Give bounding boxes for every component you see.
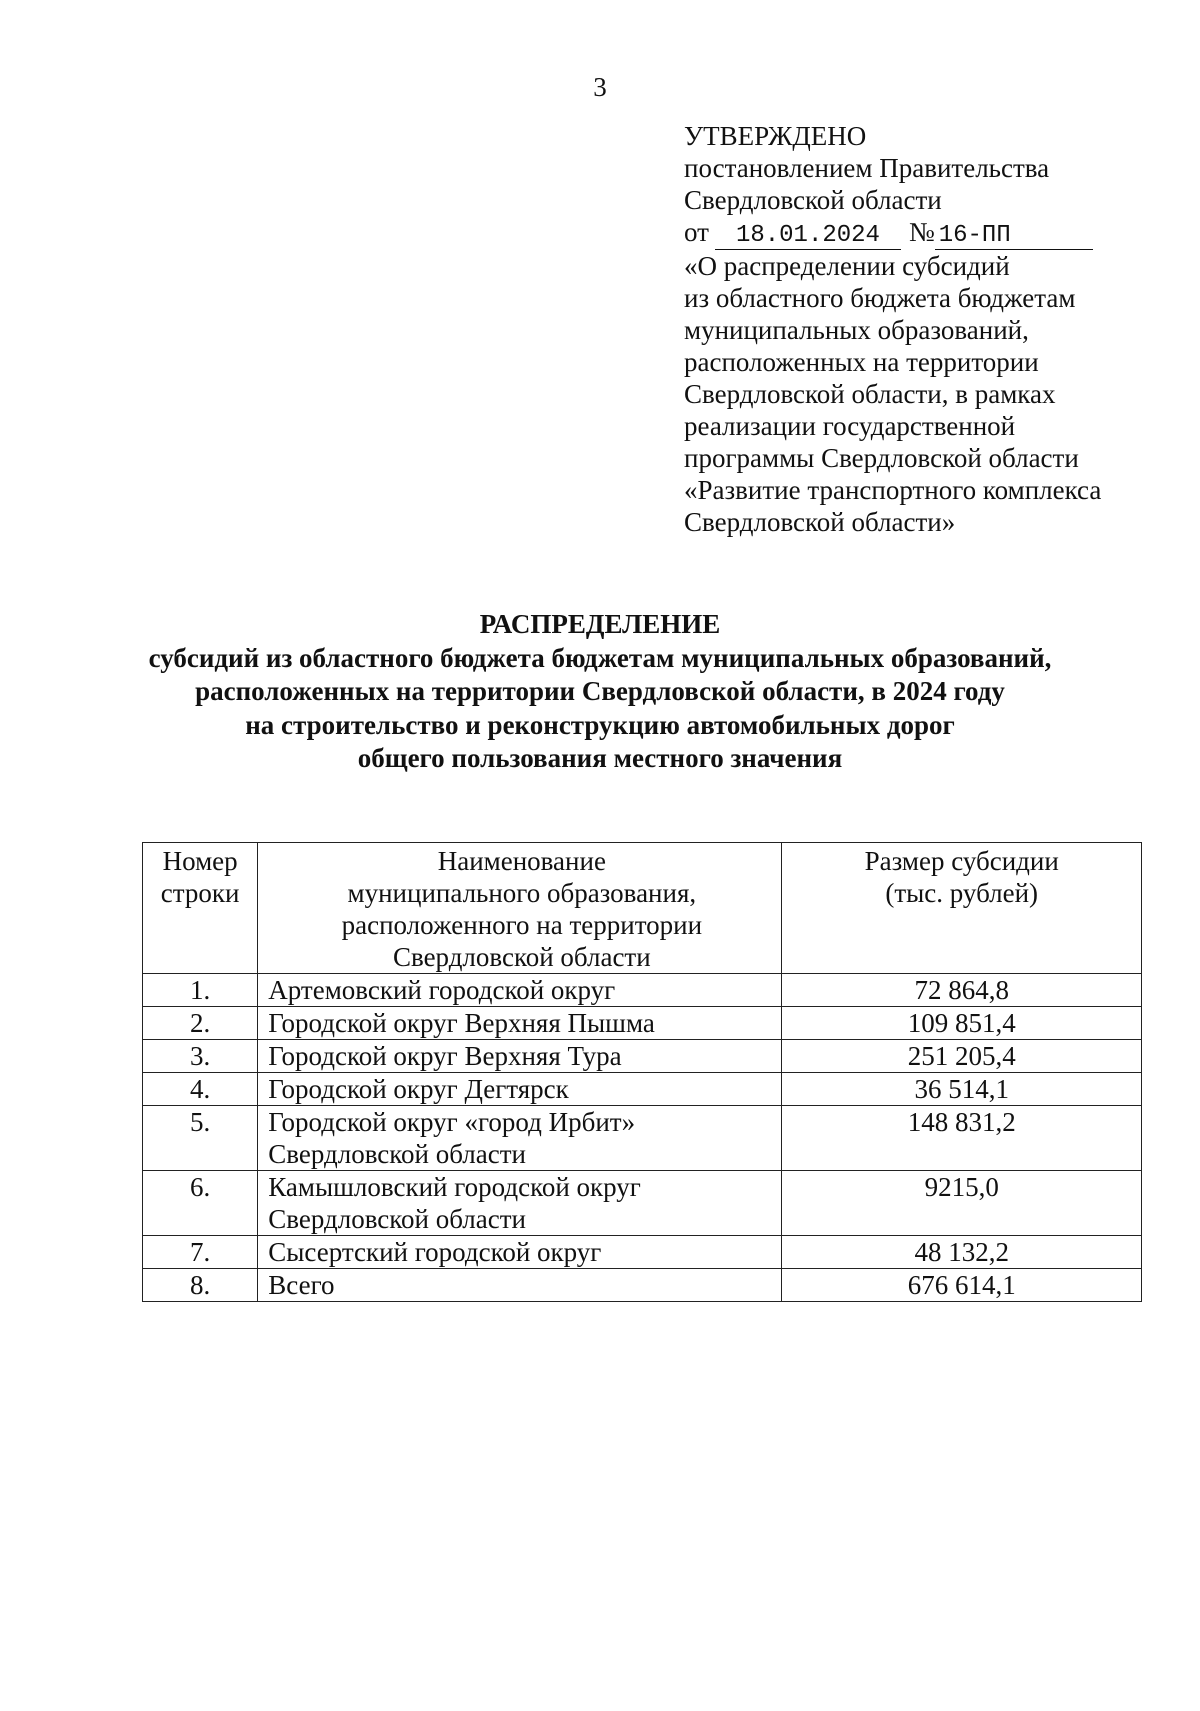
table-row-total (143, 1269, 1142, 1302)
heading-line: общего пользования местного значения (357, 743, 843, 773)
table-row (143, 974, 1142, 1007)
municipality-name: Камышловский городской округ Свердловской области (258, 1171, 782, 1236)
approval-subject-line: программы Свердловской области (684, 443, 1079, 473)
municipality-name: Городской округ Верхняя Тура (258, 1040, 782, 1073)
row-number: 7. (143, 1236, 258, 1269)
subsidy-amount: 109 851,4 (782, 1007, 1142, 1040)
header-amount: Размер субсидии (тыс. рублей) (782, 843, 1142, 974)
municipality-name: Городской округ «город Ирбит» Свердловской области (258, 1106, 782, 1171)
approval-subject-line: Свердловской области, в рамках (684, 379, 1056, 409)
approval-block (684, 120, 1184, 538)
table-row (143, 1073, 1142, 1106)
row-number: 4. (143, 1073, 258, 1106)
document-number: 16-ПП (935, 223, 1093, 250)
document-date: 18.01.2024 (715, 223, 901, 250)
municipality-name: Артемовский городской округ (258, 974, 782, 1007)
number-sign: № (908, 217, 935, 247)
subsidy-amount: 72 864,8 (782, 974, 1142, 1007)
table-row (143, 1171, 1142, 1236)
row-number: 8. (143, 1269, 258, 1302)
heading-line: расположенных на территории Свердловской области, в 2024 году (195, 676, 1005, 706)
approval-line-2: Свердловской области (684, 185, 942, 215)
document-heading (0, 608, 1200, 776)
subsidy-amount: 48 132,2 (782, 1236, 1142, 1269)
municipality-name: Сысертский городской округ (258, 1236, 782, 1269)
approval-subject-line: муниципальных образований, (684, 315, 1029, 345)
approval-date-line (684, 216, 1184, 250)
approval-subject-line: реализации государственной (684, 411, 1016, 441)
approval-subject-line: «О распределении субсидий (684, 251, 1010, 281)
subsidy-amount: 9215,0 (782, 1171, 1142, 1236)
subsidy-table (142, 842, 1142, 1302)
row-number: 1. (143, 974, 258, 1007)
row-number: 6. (143, 1171, 258, 1236)
row-number: 3. (143, 1040, 258, 1073)
municipality-name: Всего (258, 1269, 782, 1302)
approval-subject-line: «Развитие транспортного комплекса (684, 475, 1102, 505)
heading-title: РАСПРЕДЕЛЕНИЕ (479, 609, 721, 639)
approval-subject-line: расположенных на территории (684, 347, 1039, 377)
page-number: 3 (593, 72, 607, 102)
subsidy-amount: 148 831,2 (782, 1106, 1142, 1171)
subsidy-amount: 36 514,1 (782, 1073, 1142, 1106)
heading-line: субсидий из областного бюджета бюджетам муниципальных образований, (148, 642, 1052, 673)
table-row (143, 1040, 1142, 1073)
approval-title: УТВЕРЖДЕНО (684, 121, 867, 151)
municipality-name: Городской округ Верхняя Пышма (258, 1007, 782, 1040)
table-row (143, 1007, 1142, 1040)
subsidy-amount: 251 205,4 (782, 1040, 1142, 1073)
approval-subject-line: Свердловской области» (684, 507, 956, 537)
approval-subject-line: из областного бюджета бюджетам (684, 283, 1076, 313)
row-number: 2. (143, 1007, 258, 1040)
heading-line: на строительство и реконструкцию автомобильных дорог (245, 709, 955, 740)
date-prefix: от (684, 217, 709, 247)
approval-line-1: постановлением Правительства (684, 153, 1050, 183)
header-municipality: Наименование муниципального образования, расположенного на территории Свердловской области (258, 843, 782, 974)
table-row (143, 1106, 1142, 1171)
row-number: 5. (143, 1106, 258, 1171)
municipality-name: Городской округ Дегтярск (258, 1073, 782, 1106)
header-row-number: Номер строки (143, 843, 258, 974)
subsidy-amount: 676 614,1 (782, 1269, 1142, 1302)
table-header-row (143, 843, 1142, 974)
table-row (143, 1236, 1142, 1269)
